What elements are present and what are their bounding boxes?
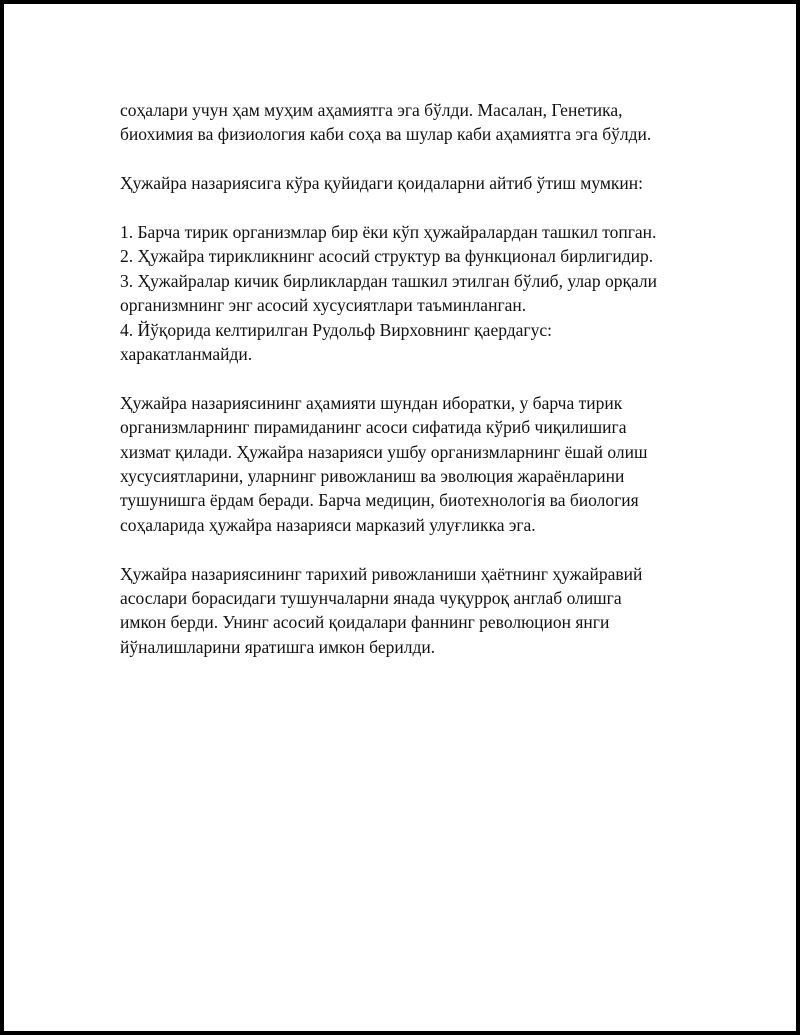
text-line: Ҳужайра назариясига кўра қуйидаги қоидаларни айтиб ўтиш мумкин: <box>120 173 644 194</box>
list-item: 1. Барча тирик организмлар бир ёки кўп ҳужайралардан ташкил топган. <box>120 222 657 242</box>
text-line: Ҳужайра назариясининг тарихий ривожланиши ҳаётнинг ҳужайравий <box>120 563 643 584</box>
text-line: соҳаларида ҳужайра назарияси марказий улуғликка эга. <box>120 514 536 535</box>
paragraph-history <box>120 562 710 660</box>
text-line: хусусиятларини, уларнинг ривожланиш ва эволюция жараёнларини <box>120 466 625 487</box>
text-line: Ҳужайра назариясининг аҳамияти шундан иборатки, у барча тирик <box>120 392 623 413</box>
document-body <box>120 98 710 684</box>
text-line: асослари борасидаги тушунчаларни янада чуқурроқ англаб олишга <box>120 588 622 609</box>
text-line: имкон берди. Унинг асосий қоидалари фаннинг революцион янги <box>120 612 610 633</box>
paragraph-rules-lead <box>120 171 710 195</box>
list-item: 3. Ҳужайралар кичик бирликлардан ташкил этилган бўлиб, улар орқали <box>120 270 657 291</box>
list-item-continuation: харакатланмайди. <box>120 344 253 365</box>
paragraph-rules-list <box>120 220 710 366</box>
paragraph-intro <box>120 98 710 147</box>
text-line: йўналишларини яратишга имкон берилди. <box>120 636 436 657</box>
list-item: 2. Ҳужайра тирикликнинг асосий структур ва функционал бирлигидир. <box>120 246 654 267</box>
text-line: соҳалари учун ҳам муҳим аҳамиятга эга бўлди. Масалан, Генетика, <box>120 100 623 120</box>
text-line: тушунишга ёрдам беради. Барча медицин, биотехнологiя ва биология <box>120 490 639 511</box>
text-line: биохимия ва физиология каби соҳа ва шулар каби аҳамиятга эга бўлди. <box>120 124 652 145</box>
list-item-continuation: организмнинг энг асосий хусусиятлари таъминланган. <box>120 295 527 316</box>
text-line: организмларнинг пирамиданинг асоси сифатида кўриб чиқилишига <box>120 417 627 438</box>
list-item: 4. Йўқорида келтирилган Рудольф Вирховнинг қаердагус: <box>120 319 552 340</box>
paragraph-significance <box>120 391 710 537</box>
text-line: хизмат қилади. Ҳужайра назарияси ушбу организмларнинг ёшай олиш <box>120 441 648 462</box>
